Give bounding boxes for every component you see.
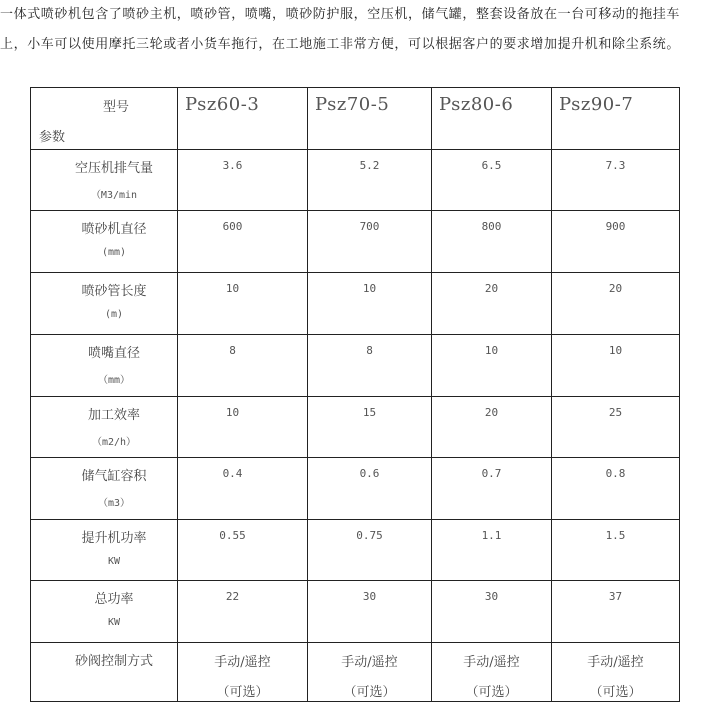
value-cell (552, 150, 680, 211)
value-cell (178, 520, 308, 581)
control-cell (308, 643, 432, 702)
value-text: 10 (225, 282, 240, 295)
model-header-cell (552, 88, 680, 150)
table-row (31, 273, 680, 335)
table-row (31, 150, 680, 211)
param-unit: （m2/h） (91, 437, 137, 448)
value-cell (432, 150, 552, 211)
value-text: 20 (608, 282, 623, 295)
value-cell (432, 397, 552, 458)
value-text: 0.6 (359, 467, 380, 480)
param-unit: KW (107, 617, 121, 628)
model-header-cell (178, 88, 308, 150)
spec-table (30, 87, 680, 702)
param-cell (31, 150, 178, 211)
control-mode-text: 手动/遥控 (587, 655, 644, 670)
value-text: 37 (608, 590, 623, 603)
control-cell (432, 643, 552, 702)
param-unit: (m) (104, 309, 124, 320)
header-row (31, 88, 680, 150)
value-cell (308, 335, 432, 397)
value-cell (308, 397, 432, 458)
param-name: 总功率 (94, 592, 134, 607)
value-cell (432, 211, 552, 273)
param-cell (31, 458, 178, 520)
value-cell (308, 520, 432, 581)
value-text: 10 (484, 344, 499, 357)
param-name: 喷嘴直径 (87, 346, 140, 361)
param-cell (31, 397, 178, 458)
model-name: Psz90-7 (559, 94, 634, 115)
value-text: 22 (225, 590, 240, 603)
value-text: 1.5 (605, 529, 626, 542)
control-cell (552, 643, 680, 702)
value-cell (552, 397, 680, 458)
optional-note: （可选） (343, 685, 396, 700)
value-text: 600 (222, 220, 243, 233)
value-text: 900 (605, 220, 626, 233)
model-header-cell (308, 88, 432, 150)
param-unit: （m3） (97, 498, 131, 509)
table-row (31, 520, 680, 581)
value-text: 0.7 (481, 467, 502, 480)
value-text: 8 (229, 344, 236, 357)
value-cell (552, 458, 680, 520)
value-text: 30 (484, 590, 499, 603)
value-text: 7.3 (605, 159, 626, 172)
param-name: 空压机排气量 (74, 161, 153, 176)
param-name: 储气缸容积 (81, 469, 147, 484)
optional-note: （可选） (216, 685, 269, 700)
value-cell (552, 211, 680, 273)
param-name: 加工效率 (87, 408, 140, 423)
value-cell (432, 458, 552, 520)
table-row (31, 397, 680, 458)
intro-line-1: 一体式喷砂机包含了喷砂主机，喷砂管，喷嘴，喷砂防护服，空压机，储气罐，整套设备放在一台可移动的拖挂车 (0, 7, 681, 22)
header-corner-cell (31, 88, 178, 150)
value-text: 15 (362, 406, 377, 419)
param-name: 喷砂机直径 (81, 222, 147, 237)
optional-note: （可选） (465, 685, 518, 700)
model-header-cell (432, 88, 552, 150)
value-text: 800 (481, 220, 502, 233)
value-cell (552, 273, 680, 335)
optional-note: （可选） (589, 685, 642, 700)
value-text: 25 (608, 406, 623, 419)
control-mode-text: 手动/遥控 (463, 655, 520, 670)
value-cell (432, 581, 552, 643)
value-cell (308, 273, 432, 335)
table-row (31, 335, 680, 397)
value-cell (552, 520, 680, 581)
control-mode-text: 手动/遥控 (214, 655, 271, 670)
value-text: 6.5 (481, 159, 502, 172)
model-label: 型号 (103, 100, 130, 115)
value-text: 0.8 (605, 467, 626, 480)
table-row (31, 581, 680, 643)
param-unit: （M3/min (90, 190, 138, 201)
value-text: 0.75 (356, 529, 383, 542)
value-cell (308, 581, 432, 643)
model-name: Psz80-6 (439, 94, 514, 115)
table-row (31, 211, 680, 273)
value-text: 30 (362, 590, 377, 603)
value-cell (178, 211, 308, 273)
intro-line-2: 上，小车可以使用摩托三轮或者小货车拖行，在工地施工非常方便，可以根据客户的要求增加提升机和除尘系统。 (0, 37, 681, 52)
param-label: 参数 (39, 130, 66, 145)
value-text: 20 (484, 282, 499, 295)
param-cell (31, 273, 178, 335)
value-cell (178, 458, 308, 520)
value-cell (432, 335, 552, 397)
value-cell (552, 581, 680, 643)
param-unit: （mm） (97, 375, 131, 386)
value-text: 0.55 (219, 529, 246, 542)
value-text: 10 (362, 282, 377, 295)
value-text: 5.2 (359, 159, 380, 172)
param-name: 喷砂管长度 (81, 284, 147, 299)
param-name: 提升机功率 (81, 531, 147, 546)
value-cell (552, 335, 680, 397)
param-cell (31, 211, 178, 273)
value-cell (178, 150, 308, 211)
value-text: 700 (359, 220, 380, 233)
value-cell (178, 581, 308, 643)
table-row (31, 458, 680, 520)
value-cell (432, 520, 552, 581)
value-text: 0.4 (222, 467, 243, 480)
param-unit: KW (107, 556, 121, 567)
param-name: 砂阀控制方式 (74, 654, 153, 669)
control-row (31, 643, 680, 702)
value-text: 3.6 (222, 159, 243, 172)
value-cell (178, 397, 308, 458)
value-text: 1.1 (481, 529, 502, 542)
model-name: Psz70-5 (315, 94, 390, 115)
value-cell (308, 458, 432, 520)
value-text: 10 (608, 344, 623, 357)
value-cell (308, 150, 432, 211)
control-mode-text: 手动/遥控 (341, 655, 398, 670)
model-name: Psz60-3 (185, 94, 260, 115)
value-cell (432, 273, 552, 335)
value-text: 20 (484, 406, 499, 419)
control-cell (178, 643, 308, 702)
value-cell (178, 273, 308, 335)
param-cell (31, 520, 178, 581)
value-text: 8 (366, 344, 373, 357)
param-cell (31, 581, 178, 643)
param-cell (31, 335, 178, 397)
value-cell (308, 211, 432, 273)
value-text: 10 (225, 406, 240, 419)
value-cell (178, 335, 308, 397)
param-unit: (mm) (101, 247, 127, 258)
param-cell (31, 643, 178, 702)
